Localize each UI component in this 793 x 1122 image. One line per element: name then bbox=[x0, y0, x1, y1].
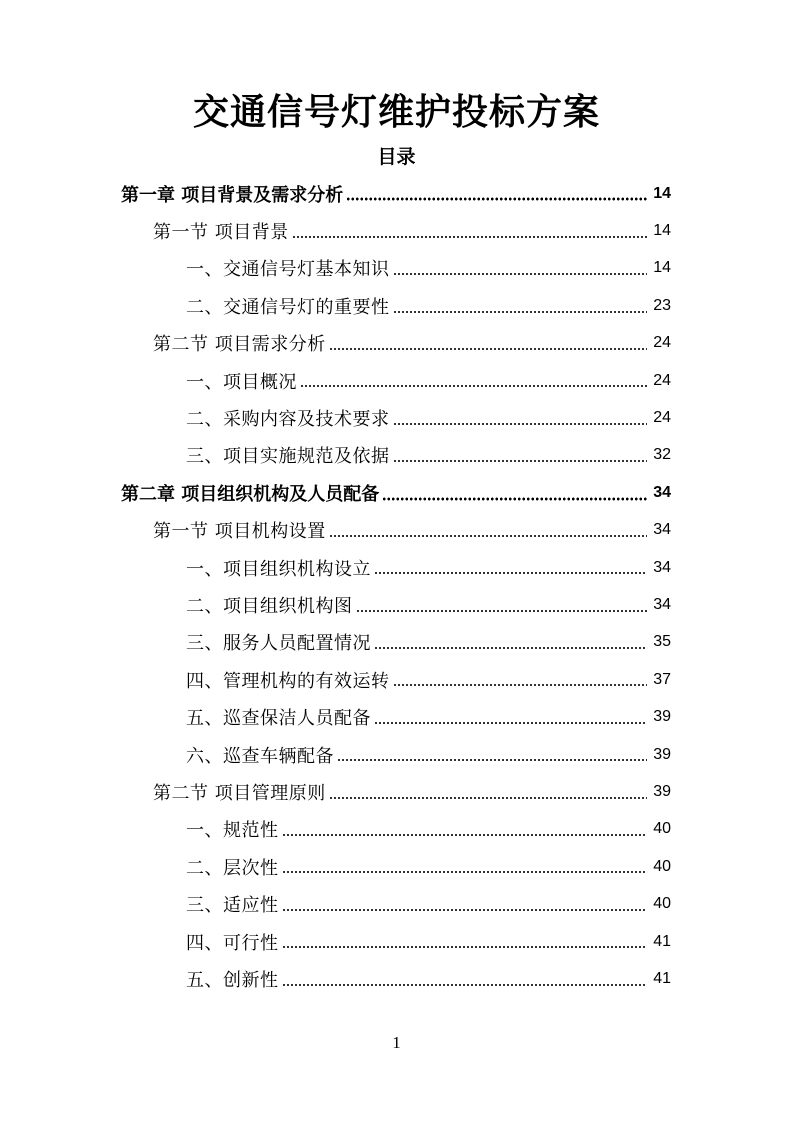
dot-leader bbox=[300, 384, 647, 388]
toc-entry-subsection[interactable] bbox=[0, 848, 793, 885]
toc-entry-text: 第二节 项目需求分析 bbox=[153, 334, 326, 356]
document-title: 交通信号灯维护投标方案 bbox=[192, 91, 600, 133]
toc-entry-text: 一、规范性 bbox=[186, 820, 279, 842]
toc-entry-page: 41 bbox=[653, 969, 671, 987]
toc-entry-text: 四、管理机构的有效运转 bbox=[186, 670, 390, 692]
toc-entry-subsection[interactable] bbox=[0, 399, 793, 436]
toc-entry-text: 第二章 项目组织机构及人员配备 bbox=[121, 483, 380, 505]
dot-leader bbox=[393, 459, 648, 463]
dot-leader bbox=[346, 197, 647, 201]
toc-entry-page: 24 bbox=[653, 409, 671, 427]
toc-entry-page: 39 bbox=[653, 782, 671, 800]
dot-leader bbox=[337, 758, 647, 762]
table-of-contents bbox=[0, 175, 793, 998]
toc-entry-page: 32 bbox=[653, 446, 671, 464]
toc-entry-text: 二、层次性 bbox=[186, 857, 279, 879]
toc-entry-text: 二、项目组织机构图 bbox=[186, 595, 353, 617]
dot-leader bbox=[282, 908, 648, 912]
dot-leader bbox=[329, 347, 647, 351]
toc-entry-subsection[interactable] bbox=[0, 362, 793, 399]
toc-entry-subsection[interactable] bbox=[0, 736, 793, 773]
toc-entry-page: 24 bbox=[653, 371, 671, 389]
toc-entry-page: 40 bbox=[653, 820, 671, 838]
toc-entry-text: 二、采购内容及技术要求 bbox=[186, 409, 390, 431]
toc-entry-page: 14 bbox=[653, 259, 671, 277]
toc-entry-chapter[interactable] bbox=[0, 175, 793, 212]
toc-entry-text: 五、创新性 bbox=[186, 969, 279, 991]
toc-entry-text: 一、交通信号灯基本知识 bbox=[186, 259, 390, 281]
toc-entry-subsection[interactable] bbox=[0, 549, 793, 586]
toc-entry-page: 41 bbox=[653, 932, 671, 950]
toc-entry-text: 第一节 项目背景 bbox=[153, 222, 289, 244]
dot-leader bbox=[329, 796, 647, 800]
toc-entry-subsection[interactable] bbox=[0, 698, 793, 735]
toc-entry-page: 40 bbox=[653, 895, 671, 913]
dot-leader bbox=[393, 683, 648, 687]
toc-entry-subsection[interactable] bbox=[0, 923, 793, 960]
toc-entry-subsection[interactable] bbox=[0, 586, 793, 623]
dot-leader bbox=[374, 646, 647, 650]
toc-entry-text: 第一章 项目背景及需求分析 bbox=[121, 184, 344, 206]
dot-leader bbox=[374, 721, 647, 725]
toc-entry-subsection[interactable] bbox=[0, 661, 793, 698]
toc-entry-text: 二、交通信号灯的重要性 bbox=[186, 296, 390, 318]
dot-leader bbox=[292, 235, 647, 239]
dot-leader bbox=[329, 534, 647, 538]
dot-leader bbox=[282, 983, 648, 987]
toc-entry-page: 34 bbox=[653, 558, 671, 576]
toc-entry-page: 34 bbox=[653, 595, 671, 613]
toc-entry-subsection[interactable] bbox=[0, 250, 793, 287]
toc-entry-page: 34 bbox=[653, 521, 671, 539]
toc-entry-text: 六、巡查车辆配备 bbox=[186, 745, 334, 767]
toc-entry-subsection[interactable] bbox=[0, 885, 793, 922]
dot-leader bbox=[282, 870, 648, 874]
dot-leader bbox=[382, 497, 647, 501]
toc-entry-section[interactable] bbox=[0, 325, 793, 362]
toc-entry-page: 14 bbox=[653, 222, 671, 240]
toc-entry-page: 14 bbox=[653, 184, 671, 202]
toc-entry-text: 一、项目概况 bbox=[186, 371, 297, 393]
dot-leader bbox=[393, 272, 648, 276]
toc-entry-page: 34 bbox=[653, 483, 671, 501]
toc-entry-text: 三、服务人员配置情况 bbox=[186, 633, 371, 655]
toc-entry-chapter[interactable] bbox=[0, 474, 793, 511]
toc-heading: 目录 bbox=[377, 146, 416, 168]
page-number: 1 bbox=[392, 1033, 401, 1052]
toc-entry-page: 35 bbox=[653, 633, 671, 651]
dot-leader bbox=[282, 833, 648, 837]
toc-entry-subsection[interactable] bbox=[0, 437, 793, 474]
toc-entry-text: 五、巡查保洁人员配备 bbox=[186, 708, 371, 730]
toc-entry-subsection[interactable] bbox=[0, 624, 793, 661]
toc-entry-text: 一、项目组织机构设立 bbox=[186, 558, 371, 580]
toc-entry-page: 39 bbox=[653, 708, 671, 726]
toc-entry-section[interactable] bbox=[0, 212, 793, 249]
toc-entry-text: 三、项目实施规范及依据 bbox=[186, 446, 390, 468]
toc-entry-section[interactable] bbox=[0, 773, 793, 810]
toc-entry-page: 24 bbox=[653, 334, 671, 352]
toc-entry-text: 三、适应性 bbox=[186, 895, 279, 917]
toc-entry-page: 37 bbox=[653, 670, 671, 688]
toc-entry-subsection[interactable] bbox=[0, 960, 793, 997]
toc-entry-subsection[interactable] bbox=[0, 811, 793, 848]
toc-entry-text: 第二节 项目管理原则 bbox=[153, 782, 326, 804]
dot-leader bbox=[393, 422, 648, 426]
toc-entry-page: 40 bbox=[653, 857, 671, 875]
toc-entry-text: 第一节 项目机构设置 bbox=[153, 521, 326, 543]
dot-leader bbox=[356, 609, 648, 613]
dot-leader bbox=[282, 945, 648, 949]
toc-entry-page: 39 bbox=[653, 745, 671, 763]
dot-leader bbox=[393, 310, 648, 314]
toc-entry-subsection[interactable] bbox=[0, 287, 793, 324]
toc-entry-section[interactable] bbox=[0, 512, 793, 549]
toc-entry-text: 四、可行性 bbox=[186, 932, 279, 954]
dot-leader bbox=[374, 571, 647, 575]
toc-entry-page: 23 bbox=[653, 296, 671, 314]
